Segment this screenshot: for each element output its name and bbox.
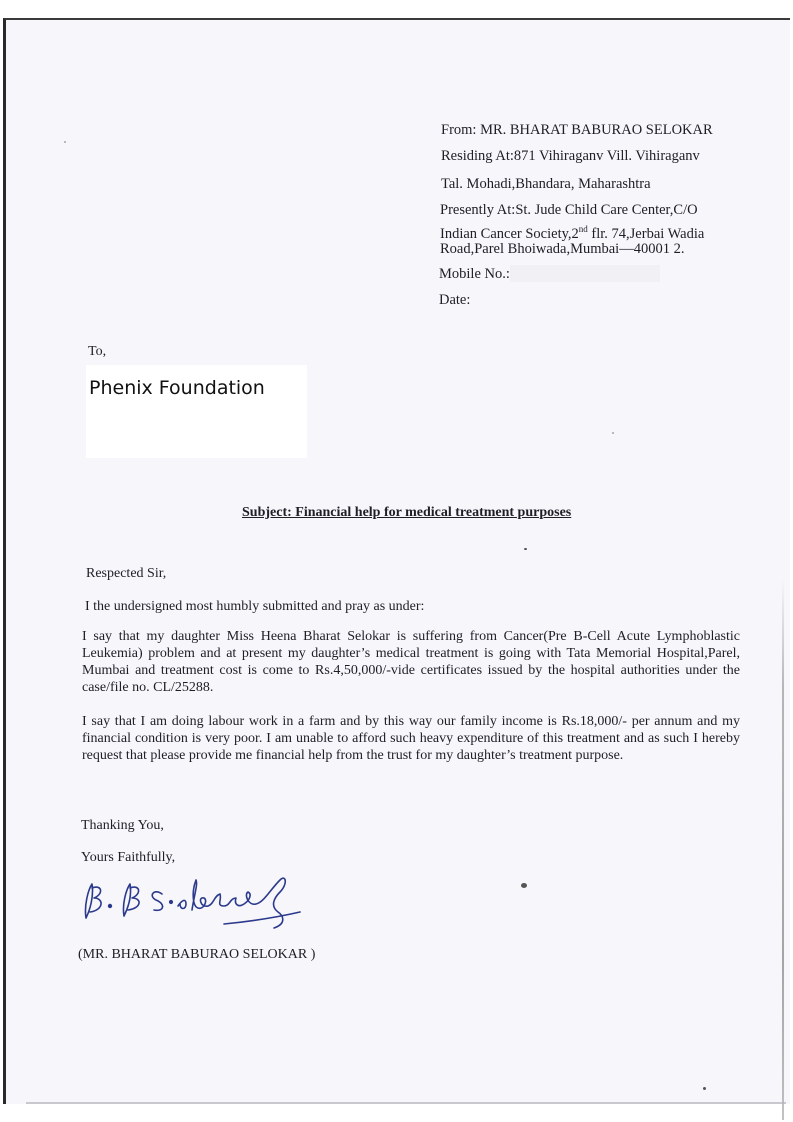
presently-line-2: Indian Cancer Society,2nd flr. 74,Jerbai Wadia <box>440 224 705 242</box>
scan-speck <box>524 548 527 550</box>
scan-speck <box>521 883 527 888</box>
handwritten-signature <box>74 866 314 938</box>
mobile-number-redacted <box>510 265 660 282</box>
residing-line-2: Tal. Mohadi,Bhandara, Maharashtra <box>441 176 651 192</box>
scan-speck <box>612 432 614 434</box>
body-paragraph-1: I say that my daughter Miss Heena Bharat Selokar is suffering from Cancer(Pre B-Cell Acute Lymphoblastic Leukemia) problem and at present my daughter’s medical treatment is going with Tata Memorial Hospital,Parel, Mumbai and treatment cost is come to Rs.4,50,000/-vide certificates issued by the hospital authorities under the case/file no. CL/25288. <box>82 629 740 695</box>
scan-speck <box>703 1087 706 1090</box>
intro-line: I the undersigned most humbly submitted and pray as under: <box>85 599 425 614</box>
scan-speck <box>64 141 66 143</box>
page-bottom-edge <box>26 1102 786 1104</box>
presently-line-3: Road,Parel Bhoiwada,Mumbai—40001 2. <box>440 241 685 257</box>
signatory-name: (MR. BHARAT BABURAO SELOKAR ) <box>78 947 316 962</box>
mobile-label: Mobile No.: <box>439 266 510 282</box>
presently-line-1: Presently At:St. Jude Child Care Center,C/O <box>440 202 698 218</box>
letter-page <box>3 18 790 1104</box>
date-label: Date: <box>439 292 471 308</box>
to-label: To, <box>88 344 107 359</box>
from-line: From: MR. BHARAT BABURAO SELOKAR <box>441 122 713 138</box>
subject-line: Subject: Financial help for medical treatment purposes <box>242 505 572 520</box>
salutation: Respected Sir, <box>86 566 167 581</box>
page-edge-shadow <box>782 580 784 1120</box>
thanking-line: Thanking You, <box>81 818 164 833</box>
closing-line: Yours Faithfully, <box>81 850 176 865</box>
residing-line-1: Residing At:871 Vihiraganv Vill. Vihiraganv <box>441 148 700 164</box>
body-paragraph-2: I say that I am doing labour work in a farm and by this way our family income is Rs.18,000/- per annum and my financial condition is very poor. I am unable to afford such heavy expenditure of this treatment and as such I hereby request that please provide me financial help from the trust for my daughter’s treatment purpose. <box>82 714 740 763</box>
recipient-name: Phenix Foundation <box>89 377 265 399</box>
